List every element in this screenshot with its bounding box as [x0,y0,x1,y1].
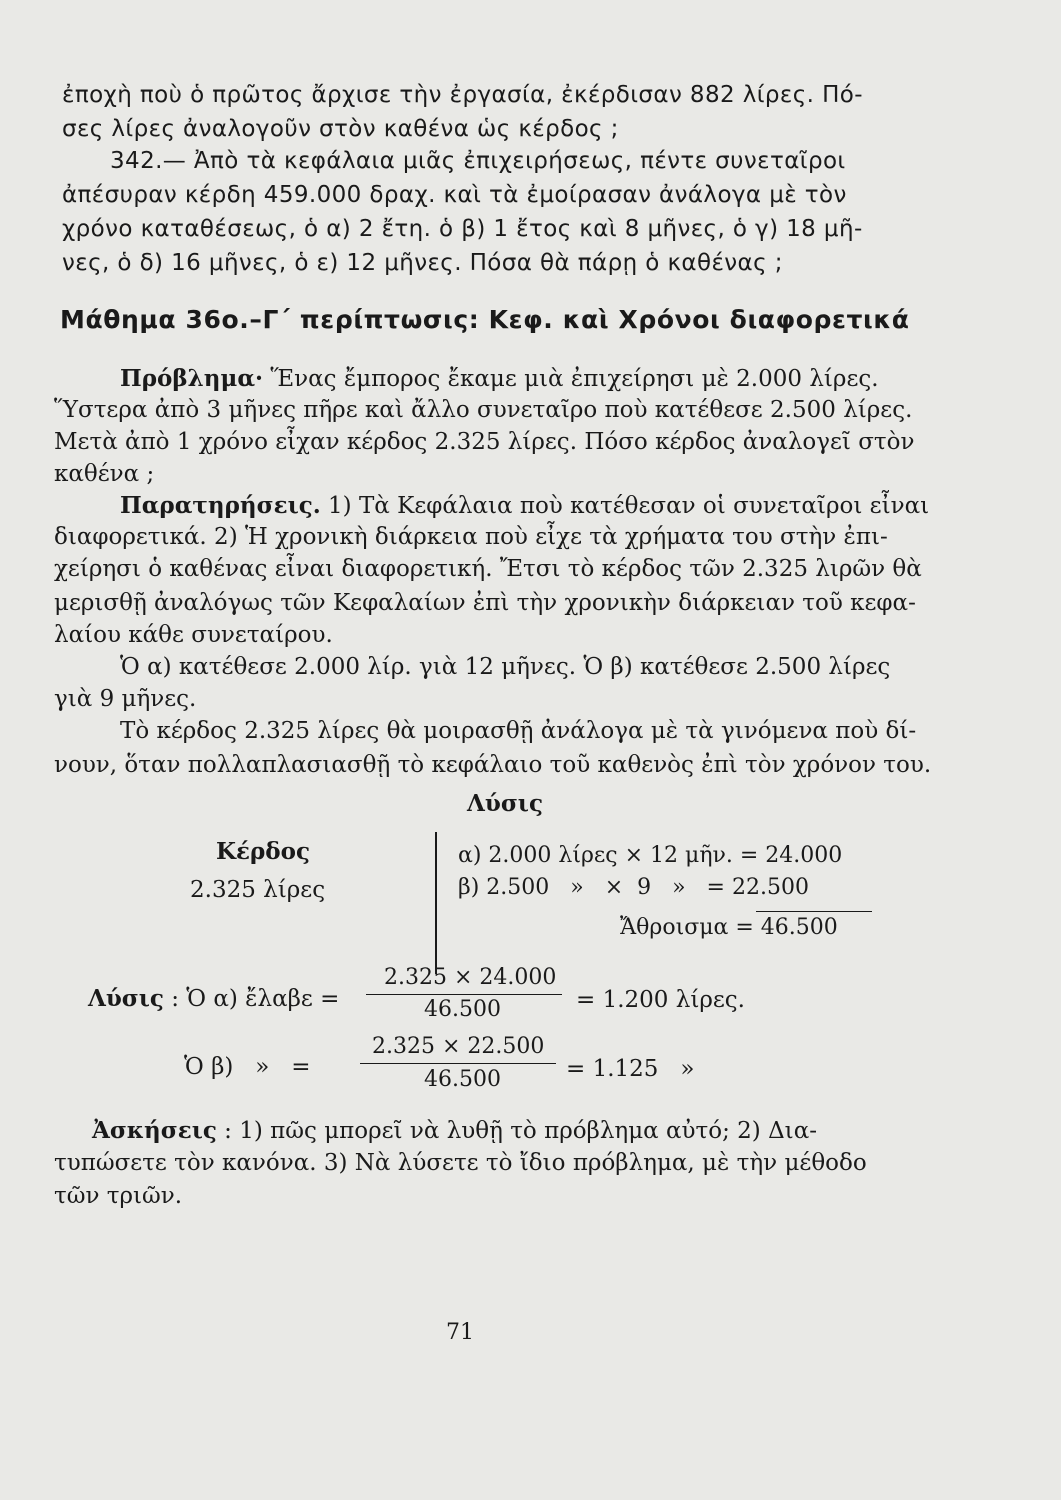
text-line: χρόνο καταθέσεως, ὁ α) 2 ἔτη. ὁ β) 1 ἔτος καὶ 8 μῆνες, ὁ γ) 18 μῆ- [62,216,863,242]
text-line: Τὸ κέρδος 2.325 λίρες θὰ μοιρασθῇ ἀνάλογα μὲ τὰ γινόμενα ποὺ δί- [120,718,917,744]
text-line: 342.— Ἀπὸ τὰ κεφάλαια μιᾶς ἐπιχειρήσεως, πέντε συνεταῖροι [110,148,846,174]
result-b-value: = 1.125 » [566,1056,695,1082]
result-b-prefix: Ὁ β) » = [184,1054,311,1080]
text-line: σες λίρες ἀναλογοῦν στὸν καθένα ὡς κέρδος ; [62,116,619,142]
calc-total: Ἄθροισμα = 46.500 [620,915,838,940]
result-label: Λύσις [88,985,164,1012]
observations-text: 1) Τὰ Κεφάλαια ποὺ κατέθεσαν οἱ συνεταῖροι εἶναι [320,493,930,519]
text-line: τυπώσετε τὸν κανόνα. 3) Νὰ λύσετε τὸ ἴδιο πρόβλημα, μὲ τὴν μέθοδο [54,1150,867,1176]
text-line: τῶν τριῶν. [54,1183,183,1209]
fraction-b-numerator: 2.325 × 22.500 [372,1034,545,1059]
problem-label: Πρόβλημα· [120,365,264,392]
text-line: γιὰ 9 μῆνες. [54,686,197,712]
text-line: λαίου κάθε συνεταίρου. [54,622,333,648]
lesson-heading: Μάθημα 36ο.–Γ΄ περίπτωσις: Κεφ. καὶ Χρόνοι διαφορετικά [60,305,910,334]
calc-row-a: α) 2.000 λίρες × 12 μῆν. = 24.000 [458,843,843,868]
observations-paragraph [120,492,929,519]
observations-label: Παρατηρήσεις. [120,492,321,519]
text-line: Ὁ α) κατέθεσε 2.000 λίρ. γιὰ 12 μῆνες. Ὁ β) κατέθεσε 2.500 λίρες [120,654,891,680]
calc-row-b: β) 2.500 » × 9 » = 22.500 [458,875,809,900]
page-number: 71 [446,1320,474,1345]
solution-title: Λύσις [467,790,543,817]
text-line: νες, ὁ δ) 16 μῆνες, ὁ ε) 12 μῆνες. Πόσα θὰ πάρῃ ὁ καθένας ; [62,250,783,276]
exercises-text: : 1) πῶς μπορεῖ νὰ λυθῇ τὸ πρόβλημα αὐτό; 2) Δια- [216,1118,817,1144]
text-line: νουν, ὅταν πολλαπλασιασθῇ τὸ κεφάλαιο τοῦ καθενὸς ἐπὶ τὸν χρόνον του. [54,752,932,778]
profit-value: 2.325 λίρες [190,877,326,903]
text-line: μερισθῇ ἀναλόγως τῶν Κεφαλαίων ἐπὶ τὴν χρονικὴν διάρκειαν τοῦ κεφα- [54,590,916,616]
fraction-b-bar [360,1063,556,1064]
result-a-line [88,985,339,1012]
fraction-a-numerator: 2.325 × 24.000 [384,965,557,990]
result-a-prefix: : Ὁ α) ἔλαβε = [163,986,340,1012]
problem-text: Ἕνας ἔμπορος ἔκαμε μιὰ ἐπιχείρησι μὲ 2.000 λίρες. [263,366,879,392]
text-line: Μετὰ ἀπὸ 1 χρόνο εἶχαν κέρδος 2.325 λίρες. Πόσο κέρδος ἀναλογεῖ στὸν [54,429,915,455]
exercises-label: Ἀσκήσεις [92,1117,217,1144]
text-line: καθένα ; [54,461,155,487]
sum-rule [756,911,872,912]
profit-header: Κέρδος [216,838,310,865]
fraction-b-denominator: 46.500 [424,1067,501,1092]
text-line: ἀπέσυραν κέρδη 459.000 δραχ. καὶ τὰ ἐμοίρασαν ἀνάλογα μὲ τὸν [62,182,847,208]
text-line: χείρησι ὁ καθένας εἶναι διαφορετική. Ἔτσι τὸ κέρδος τῶν 2.325 λιρῶν θὰ [54,556,922,582]
result-a-value: = 1.200 λίρες. [576,987,745,1013]
fraction-a-bar [366,994,562,995]
problem-paragraph [120,365,879,392]
table-divider [435,832,437,974]
text-line: ἐποχὴ ποὺ ὁ πρῶτος ἄρχισε τὴν ἐργασία, ἐκέρδισαν 882 λίρες. Πό- [62,82,863,108]
exercises-paragraph [92,1117,817,1144]
text-line: Ὕστερα ἀπὸ 3 μῆνες πῆρε καὶ ἄλλο συνεταῖρο ποὺ κατέθεσε 2.500 λίρες. [54,397,913,423]
fraction-a-denominator: 46.500 [424,997,501,1022]
text-line: διαφορετικά. 2) Ἡ χρονικὴ διάρκεια ποὺ εἶχε τὰ χρήματα του στὴν ἐπι- [54,524,888,550]
